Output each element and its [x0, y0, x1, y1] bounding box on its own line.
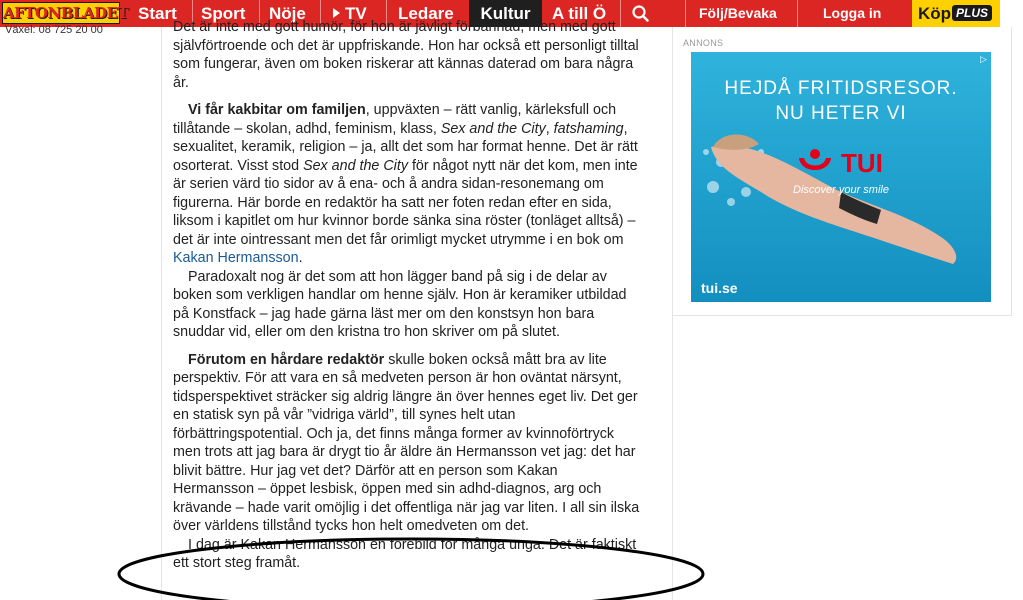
tui-advertisement[interactable]: [691, 52, 991, 302]
article-line: på Konstfack – jag hade gärna läst mer om den konstsyn hon bara: [173, 305, 595, 322]
article-line: [173, 101, 663, 120]
ad-tagline: Discover your smile: [793, 184, 889, 196]
article-line: tidsperspektivet sträcker sig aldrig längre än över hennes eget liv. Det ger: [173, 388, 638, 405]
article-line: en statisk syn på vår ”vidriga värld”, till synes helt utan: [173, 407, 516, 423]
article-line: [173, 157, 663, 176]
nav-kultur[interactable]: Kultur: [469, 0, 542, 27]
article-line: boken som verkligen handlar om henne själv. Hon är keramiker utbildad: [173, 287, 627, 303]
kakan-hermansson-link[interactable]: Kakan Hermansson: [173, 250, 299, 266]
plus-badge: PLUS: [952, 5, 992, 21]
article-line: ett stort steg framåt.: [173, 555, 301, 571]
article-line: är serien värd tio sidor av å ena- och å andra sidan-resonemang om: [173, 176, 604, 192]
ad-url: tui.se: [701, 280, 738, 296]
article-line: I dag är Kakan Hermansson en förebild för många unga. Det är faktiskt: [188, 536, 637, 553]
article-line: Det är inte med gott humör, för hon är jävligt förbannad, men med gott: [173, 19, 616, 35]
nav-start[interactable]: Start: [138, 4, 177, 23]
nav-noje[interactable]: Nöje: [269, 4, 306, 23]
nav-login[interactable]: Logga in: [823, 5, 882, 21]
article-text: skulle boken också mått bra av lite: [384, 351, 607, 368]
article-line: snuddar vid, eller om den kristna tro hon skriver om på slutet.: [173, 324, 560, 340]
article-line: Hermansson – öppet lesbisk, öppen med sin adhd-diagnos, arg och: [173, 481, 602, 497]
article-text: osorterat. Visst stod: [173, 157, 304, 174]
phone-number: Växel: 08 725 20 00: [5, 24, 103, 36]
ad-subheadline: NU HETER VI: [775, 103, 907, 124]
article-line: [173, 249, 663, 268]
article-text: ,: [545, 120, 554, 137]
article-line: som fungerar, även om boken riskerar att kännas daterad om bara några: [173, 56, 634, 72]
paragraph-lead: Vi får kakbitar om familjen: [188, 102, 366, 118]
buy-label: Köp: [918, 4, 952, 23]
nav-ledare[interactable]: Ledare: [398, 4, 454, 23]
article-line: blivit bättre. Hur jag vet det? Därför att en person som Kakan: [173, 462, 558, 479]
play-icon: [333, 8, 340, 18]
nav-a-till-o[interactable]: A till Ö: [552, 4, 607, 23]
ad-headline: HEJDÅ FRITIDSRESOR.: [724, 78, 958, 99]
buy-plus-button[interactable]: [912, 0, 1000, 27]
article-line: år.: [173, 74, 189, 91]
article-italic: fatshaming: [553, 120, 624, 137]
aftonbladet-logo[interactable]: [2, 2, 129, 24]
article-line: förbättringspotential. Och ja, det finns många former av kvinnoförtryck: [173, 425, 615, 442]
nav-sport[interactable]: Sport: [201, 4, 246, 23]
adchoices-icon[interactable]: ▷: [980, 54, 987, 64]
ad-label: ANNONS: [683, 38, 724, 48]
article-line: figurerna. Här borde en redaktör ha satt ner foten redan efter en sida,: [173, 194, 612, 211]
nav-divider: [685, 0, 686, 27]
tui-logo: [795, 144, 905, 184]
article-line: sexualitet, keramik, religion – ja, allt det som har format henne. Det är rätt: [173, 139, 638, 155]
logo-text: AFTONBLADET: [3, 4, 129, 22]
article-line: [173, 351, 663, 370]
paragraph-lead: Förutom en hårdare redaktör: [188, 351, 385, 368]
article-text: .: [298, 250, 303, 266]
ad-brand: TUI: [841, 148, 883, 178]
article-line: liksom i kapitlet om hur kvinnor borde sänka sina röster (tonläget alltså) –: [173, 213, 636, 229]
nav-divider: [797, 0, 798, 27]
nav-follow[interactable]: Följ/Bevaka: [699, 5, 777, 21]
article-line: krävande – hade varit omöjlig i det offentliga när jag var liten. I all sin ilska: [173, 499, 640, 516]
article-italic: Sex and the City: [303, 157, 408, 174]
article-text: för något nytt när det kom, men inte: [407, 157, 638, 174]
article-body: [173, 18, 663, 573]
article-line: över världens tillstånd tycks hon helt omedveten om det.: [173, 518, 530, 534]
article-line: det är inte ointressant men det får orimligt mycket utrymme i en bok om: [173, 231, 624, 248]
article-text: tillåtande – skolan, adhd, feminism, klass,: [173, 120, 441, 137]
article-text: , uppväxten – rätt vanlig, kärleksfull och: [365, 102, 617, 118]
article-line: men trots att jag bara är drygt tio år äldre än Hermansson vet jag: det har: [173, 444, 636, 460]
article-line: [173, 120, 663, 139]
article-line: perspektiv. För att vara en så medveten person är hon oväntat närsynt,: [173, 370, 622, 386]
article-italic: Sex and the City: [440, 120, 546, 137]
article-line: Paradoxalt nog är det som att hon lägger band på sig i de delar av: [188, 268, 607, 285]
article-text: ,: [623, 120, 628, 137]
nav-tv-label: TV: [345, 4, 367, 23]
article-line: självförtroende och det är uppfriskande. Hon har också ett personligt tilltal: [173, 37, 639, 54]
